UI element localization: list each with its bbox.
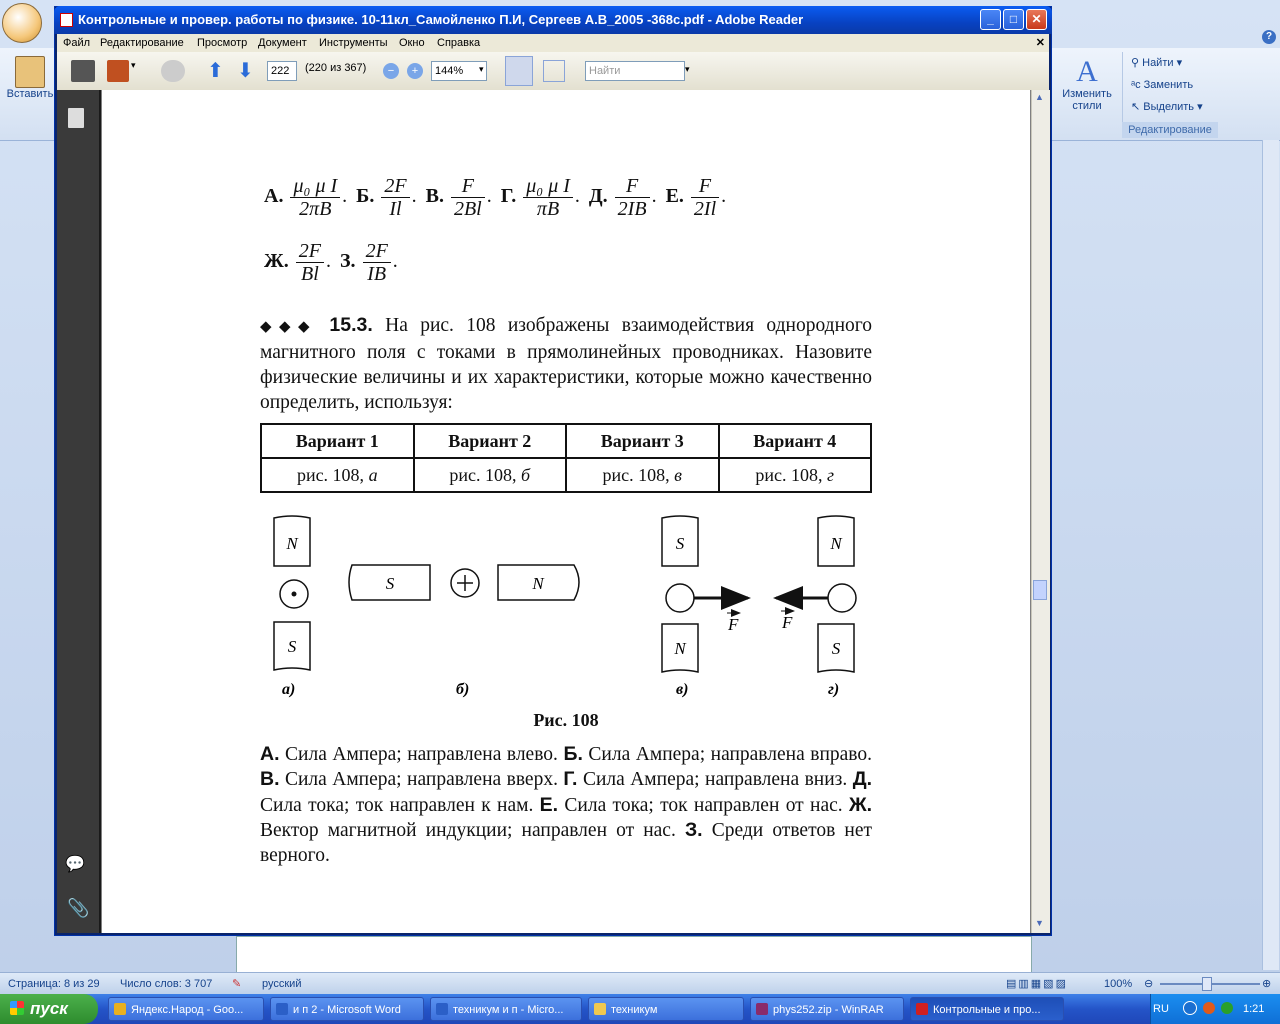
answer-formulas-row-1: А. $\frac{\text{μ₀ μ I}}{2\pi B}$ . Б. $\frac{2F}{Il}$ . В. $\frac{F}{2Bl}$ . Г. $\frac{\text{μ₀ μ I}}{\pi B}$ . Д. $\frac{F}{2IB}$ . Е. $\frac{F}{2Il}$ . [264,175,727,220]
answer-formulas-row-2: Ж. $\frac{2F}{Bl}$ . З. $\frac{2F}{IB}$ . [264,240,398,285]
zoom-in-icon-reader[interactable]: + [407,63,423,79]
task-app-icon [594,1003,606,1015]
taskbar-button[interactable] [108,997,264,1021]
formula-denominator: Il [389,198,402,220]
problem-number: 15.3. [329,314,373,336]
menu-help[interactable]: Справка [437,37,481,49]
paste-label: Вставить [6,88,54,100]
replace-icon: ᵃc [1131,79,1144,91]
styles-icon: A [1076,55,1098,88]
cell-prefix: рис. 108, [449,464,517,485]
variant-cell [719,458,872,492]
force-label: F [728,615,739,634]
clock: 1:21 [1243,1003,1265,1015]
print-icon[interactable] [71,60,95,82]
answer-label: З. [340,250,356,273]
reader-title: Контрольные и провер. работы по физике. 10-11кл_Самойленко П.И, Сергеев А.В_2005 -368с.pdf - Adobe Reader [78,12,804,27]
page-number-input[interactable]: 222 [267,61,297,81]
answer-label: В. [425,185,444,208]
maximize-button[interactable]: □ [1003,9,1024,30]
pole-label: S [831,639,841,658]
figure-108 [258,512,878,702]
pole-label: N [830,534,842,553]
reader-scroll-thumb[interactable] [1033,580,1047,600]
network-icon[interactable] [1221,1002,1233,1014]
pole-label: N [674,639,686,658]
pdf-app-icon [60,13,73,27]
search-dropdown-icon[interactable]: ▾ [685,64,690,74]
answer-label: Б. [356,185,375,208]
formula-fraction [451,175,485,220]
task-label: Яндекс.Народ - Goo... [131,1004,244,1016]
problem-statement [260,313,872,415]
zoom-out-icon-reader[interactable]: − [383,63,399,79]
task-app-icon [756,1003,768,1015]
answer-label: Г. [500,185,517,208]
formula-denominator: 2Bl [453,198,482,220]
zoom-out-icon[interactable]: ⊖ [1144,978,1154,990]
start-label: пуск [30,999,68,1018]
answer-label: Ж. [264,250,289,273]
formula-fraction [290,175,340,220]
email-dropdown-icon[interactable]: ▾ [131,60,136,70]
formula-numerator: 2F [381,175,409,198]
cell-letter: в [674,464,682,485]
formula-fraction [691,175,719,220]
figure-label-v: в) [676,681,689,698]
menu-edit[interactable]: Редактирование [100,37,184,49]
fit-page-icon[interactable] [543,60,565,82]
pole-label: S [675,534,685,553]
option-label: З. [684,818,703,841]
back-icon[interactable] [1183,1001,1197,1015]
formula-numerator: μ₀ μ I [290,175,340,198]
formula-fraction [381,175,409,220]
spellcheck-icon[interactable]: ✎ [232,978,242,990]
variant-cell [566,458,719,492]
zoom-in-icon[interactable]: ⊕ [1262,978,1272,990]
status-zoom[interactable]: 100% [1104,978,1133,990]
view-buttons[interactable]: ▤▥▦▧▨ [1006,978,1068,990]
option-text: Сила тока; ток направлен от нас. [564,794,843,816]
close-button[interactable]: ✕ [1026,9,1047,30]
formula-numerator: μ₀ μ I [523,175,573,198]
task-app-icon [436,1003,448,1015]
formula-numerator: F [691,175,719,198]
formula-denominator: Bl [301,263,319,285]
binoculars-icon: ⚲ [1131,57,1143,69]
taskbar-button[interactable] [750,997,904,1021]
scroll-up-icon[interactable]: ▲ [1035,92,1044,102]
option-text: Вектор магнитной индукции; направлен от нас. [260,819,676,841]
option-label: Д. [852,768,873,791]
task-label: phys252.zip - WinRAR [773,1004,884,1016]
replace-button[interactable] [1123,74,1219,96]
difficulty-marker: ◆◆◆ [260,319,318,335]
answer-options [260,742,872,868]
replace-label: Заменить [1143,79,1194,91]
option-label: Б. [563,743,583,765]
clipboard-icon [15,56,45,88]
conductor-g [828,584,856,612]
formula-denominator: πB [536,198,560,220]
zoom-select[interactable]: 144% [431,61,487,81]
option-text: Сила Ампера; направлена вниз. [582,769,848,791]
taskbar-button[interactable] [910,997,1064,1021]
tray-app-icon[interactable] [1203,1002,1215,1014]
option-label: Ж. [848,793,872,816]
reader-toolbar [57,52,1049,91]
status-page[interactable]: Страница: 8 из 29 [8,978,100,990]
next-page-icon[interactable]: ⬇ [237,60,254,82]
figure-label-a: а) [282,681,296,698]
formula-numerator: 2F [363,240,391,263]
formula-denominator: 2IB [617,198,647,220]
formula-fraction [615,175,650,220]
word-vertical-scrollbar[interactable] [1262,140,1279,970]
fit-width-icon[interactable] [505,56,533,86]
menu-view[interactable]: Просмотр [197,37,248,49]
cell-prefix: рис. 108, [602,464,670,485]
pole-label: N [286,534,298,553]
select-button[interactable]: ↖ Выделить ▾ [1131,101,1203,113]
answer-label: Е. [665,185,684,208]
formula-denominator: 2Il [693,198,717,220]
figure-caption: Рис. 108 [533,710,599,730]
reader-title-bar[interactable] [54,6,1052,34]
office-button[interactable] [2,3,42,43]
pole-label: N [532,574,544,593]
task-app-icon [276,1003,288,1015]
option-text: Сила тока; ток направлен к нам. [260,794,534,816]
word-document-page [236,936,1032,974]
search-input[interactable]: Найти [585,61,685,81]
formula-fraction [363,240,391,285]
cell-letter: г [827,464,835,485]
attachments-icon[interactable]: 📎 [67,898,90,918]
page-of-label: (220 из 367) [305,62,367,74]
help-icon[interactable]: ? [1262,30,1276,44]
formula-numerator: F [615,175,650,198]
task-app-icon [114,1003,126,1015]
minimize-button[interactable]: _ [980,9,1001,30]
zoom-dropdown-icon[interactable]: ▾ [479,64,484,74]
menu-window[interactable]: Окно [399,37,425,49]
variant-table [260,423,872,493]
cursor-icon: ↖ [1131,101,1144,113]
taskbar-button[interactable] [270,997,424,1021]
change-styles-button[interactable] [1056,56,1118,126]
previous-page-icon[interactable]: ⬆ [207,60,224,82]
pages-icon[interactable] [68,108,84,128]
taskbar-button[interactable] [588,997,744,1021]
cell-prefix: рис. 108, [296,464,365,485]
editing-group-label: Редактирование [1122,122,1218,138]
cell-prefix: рис. 108, [755,464,823,485]
find-button[interactable]: ⚲ Найти ▾ [1131,57,1183,69]
task-label: техникум и п - Micro... [453,1004,564,1016]
variant-header: Вариант 3 [566,424,719,458]
figure-label-g: г) [828,681,840,698]
reader-vertical-scrollbar[interactable] [1031,90,1050,933]
cell-letter: а [368,464,378,485]
pole-label: S [385,574,395,593]
option-text: Сила Ампера; направлена влево. [285,744,558,765]
zoom-slider-thumb[interactable] [1202,977,1212,991]
menu-tools[interactable]: Инструменты [319,37,388,49]
find-label: Найти [1142,57,1174,69]
formula-numerator: F [451,175,485,198]
option-label: А. [260,743,280,765]
close-document-icon[interactable]: ✕ [1035,37,1045,49]
task-label: Контрольные и про... [933,1004,1041,1016]
variant-cell [261,458,414,492]
collaborate-icon[interactable] [161,60,185,82]
force-label: F [782,613,793,632]
option-text: Сила Ампера; направлена вправо. [588,744,873,765]
formula-denominator: IB [367,263,387,285]
option-text: Сила Ампера; направлена вверх. [284,769,558,791]
taskbar-button[interactable] [430,997,582,1021]
variant-cell [414,458,567,492]
email-icon[interactable] [107,60,129,82]
language-indicator[interactable]: RU [1153,1003,1169,1015]
start-button[interactable] [0,994,98,1024]
variant-header: Вариант 1 [261,424,414,458]
paste-button[interactable] [6,56,54,126]
variant-header: Вариант 4 [719,424,872,458]
cell-letter: б [521,464,531,485]
option-text: Среди ответов нет верного. [260,819,873,867]
conductor-v [666,584,694,612]
answer-label: Д. [588,185,608,208]
formula-denominator: 2πB [299,198,332,220]
pole-label: S [287,637,297,656]
option-label: Г. [563,768,578,791]
option-label: В. [260,768,280,791]
option-label: Е. [539,793,559,816]
menu-file[interactable]: Файл [63,37,91,49]
status-language[interactable]: русский [262,978,302,990]
select-label: Выделить [1143,101,1195,113]
reader-menu-bar [57,34,1049,52]
formula-numerator: 2F [296,240,324,263]
scroll-down-icon[interactable]: ▼ [1035,918,1044,928]
system-tray [1150,994,1280,1024]
task-app-icon [916,1003,928,1015]
variant-header: Вариант 2 [414,424,567,458]
styles-label: Изменить стили [1062,88,1112,112]
task-label: техникум [611,1004,658,1016]
status-word-count[interactable]: Число слов: 3 707 [120,978,213,990]
answer-label: А. [264,185,284,208]
current-dot [292,592,297,597]
comments-icon[interactable]: 💬 [65,856,85,873]
formula-fraction [523,175,573,220]
figure-label-b: б) [456,681,470,698]
reader-navigation-pane [57,90,101,933]
word-status-bar [0,972,1280,995]
formula-fraction [296,240,324,285]
task-label: и п 2 - Microsoft Word [293,1004,401,1016]
menu-document[interactable]: Документ [258,37,307,49]
problem-body: На рис. 108 изображены взаимодействия однородного магнитного поля с токами в прямолинейных проводниках. Назовите физические величины и их характеристики, которые можно качественно определить, используя: [260,315,873,413]
windows-logo-icon [10,1001,24,1015]
